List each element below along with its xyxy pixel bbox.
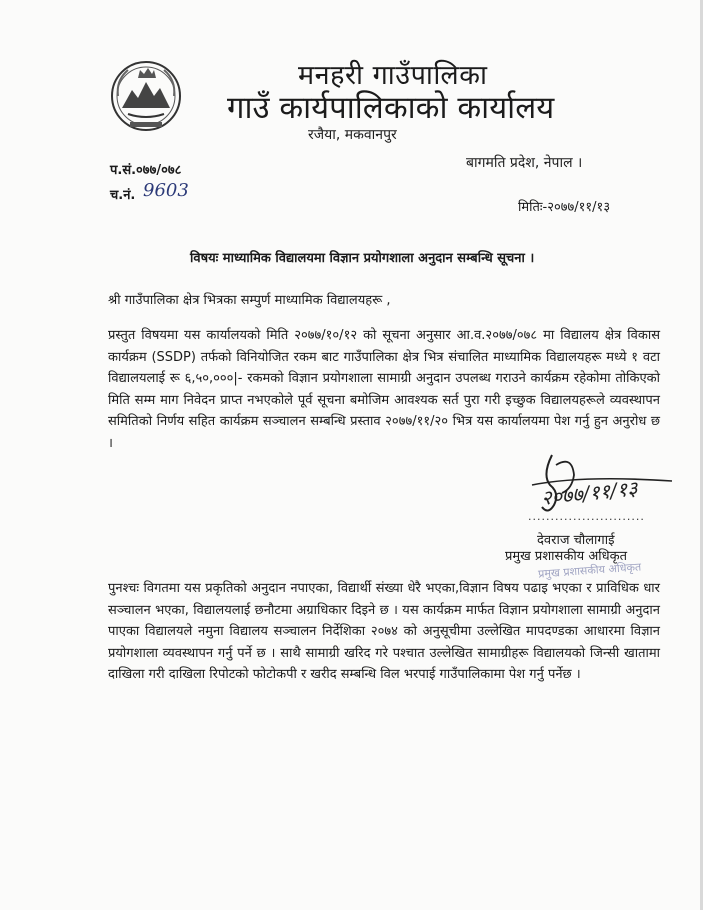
signatory-name: देवराज चौलागाई (537, 533, 615, 548)
dispatch-number-label: च.नं. (110, 188, 136, 203)
body-paragraph-1: प्रस्तुत विषयमा यस कार्यालयको मिति २०७७/१०/१२ को सूचना अनुसार आ.व.२०७७/०७८ मा विद्यालय क्षेत्र विकास कार्यक्रम (SSDP) तर्फको विनियोजित रकम बाट गाउँपालिका क्षेत्र भित्र संचालित माध्यामिक विद्यालयहरू मध्ये १ वटा विद्यालयलाई रू ६,५०,०००|- रकमको विज्ञान प्रयोगशाला सामाग्री अनुदान उपलब्ध गराउने कार्यक्रम रहेकोमा तोकिएको मिति सम्म माग निवेदन प्राप्त नभएकोले पूर्व सूचना बमोजिम आवश्यक सर्त पुरा गरी इच्छुक विद्यालयहरूले व्यवस्थापन समितिको निर्णय सहित कार्यक्रम सञ्चालन सम्बन्धि प्रस्ताव २०७७/११/२० भित्र यस कार्यालयमा पेश गर्नु हुन अनुरोध छ । (108, 328, 660, 451)
letter-date: मितिः-२०७७/११/१३ (518, 200, 611, 215)
dispatch-number-value: 9603 (143, 180, 189, 201)
office-name: मनहरी गाउँपालिका (298, 60, 488, 91)
body-paragraph-2: पुनश्चः विगतमा यस प्रकृतिको अनुदान नपाएका, विद्यार्थी संख्या धेरै भएका,विज्ञान विषय पढाइ भएका र प्राविधिक धार सञ्चालन भएका, विद्यालयलाई छनौटमा अग्राधिकार दिइने छ । यस कार्यक्रम मार्फत विज्ञान प्रयोगशाला सामाग्री अनुदान पाएका विद्यालयले नमुना विद्यालय सञ्चालन निर्देशिका २०७४ को अनुसूचीमा उल्लेखित मापदण्डका आधारमा विज्ञान प्रयोगशाला व्यवस्थापन गर्नु पर्ने छ । साथै सामाग्री खरिद गरे पश्चात उल्लेखित सामाग्रीहरू विद्यालयको जिन्सी खातामा दाखिला गरी दाखिला रिपोटको फोटोकपी र खरीद सम्बन्धि विल भरपाई गाउँपालिकामा पेश गर्नु पर्नेछ । (108, 581, 660, 682)
official-stamp: प्रमुख प्रशासकीय अधिकृत (537, 560, 642, 581)
office-address: रजैया, मकवानपुर (308, 127, 397, 143)
province-line: बागमति प्रदेश, नेपाल । (466, 155, 583, 171)
letter-subject: विषयः माध्यामिक विद्यालयमा विज्ञान प्रयोगशाला अनुदान सम्बन्धि सूचना । (190, 251, 535, 266)
nepal-emblem-seal (108, 56, 184, 136)
signatory-title: प्रमुख प्रशासकीय अधिकृत (505, 549, 628, 564)
signature-date: २०७७/११/१३ (540, 475, 639, 510)
signature-dotted-line: .......................... (528, 510, 645, 523)
letter-number: प.सं.०७७/०७८ (110, 163, 182, 178)
letter-addressee: श्री गाउँपालिका क्षेत्र भित्रका सम्पुर्ण माध्यामिक विद्यालयहरू , (108, 293, 391, 308)
office-subtitle: गाउँ कार्यपालिकाको कार्यालय (227, 90, 555, 126)
